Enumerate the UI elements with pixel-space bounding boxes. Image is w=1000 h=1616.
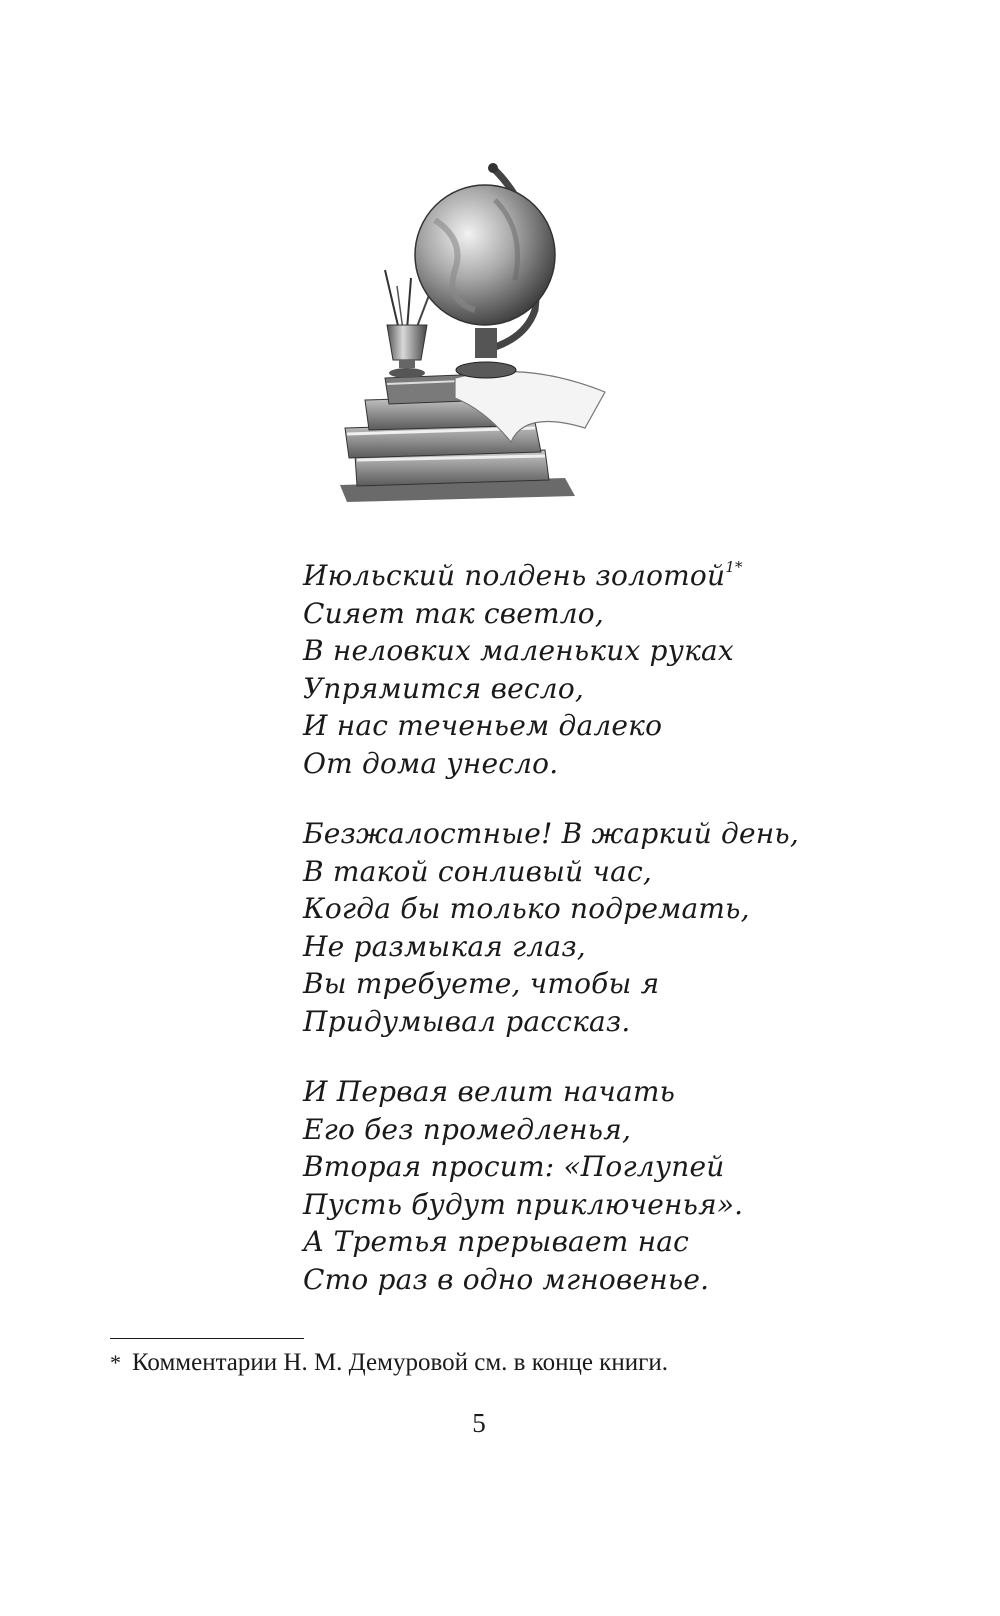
poem-line: Вторая просит: «Поглупей <box>303 1150 725 1183</box>
poem-line: Вы требуете, чтобы я <box>303 967 660 1000</box>
page-number: 5 <box>472 1408 486 1438</box>
footnote-reference[interactable]: 1* <box>725 558 743 576</box>
poem-line: В неловких маленьких руках <box>303 634 734 667</box>
footnote-divider <box>110 1338 304 1339</box>
poem-line: В такой сонливый час, <box>303 854 653 888</box>
poem-line: Его без промедленья, <box>303 1112 632 1146</box>
poem-line: Когда бы только подремать, <box>303 892 750 925</box>
poem-line: Не размыкая глаз, <box>303 929 586 963</box>
globe <box>415 163 555 378</box>
footnote-text: Комментарии Н. М. Демуровой см. в конце книги. <box>132 1349 668 1376</box>
stanza-1 <box>303 557 863 782</box>
poem-line: Сто раз в одно мгновенье. <box>303 1262 710 1296</box>
poem-line: Пусть будут приключенья». <box>303 1187 744 1221</box>
poem-line: Упрямится весло, <box>303 671 584 705</box>
stanza-3 <box>303 1073 863 1298</box>
poem-line: Сияет так светло, <box>303 596 604 630</box>
poem-line: Придумывал рассказ. <box>303 1004 631 1038</box>
poem <box>303 557 863 1331</box>
footnote <box>110 1347 668 1379</box>
poem-line: А Третья прерывает нас <box>303 1225 689 1258</box>
poem-line: Июльский полдень золотой$^{1*}$ <box>303 558 743 592</box>
poem-line: От дома унесло. <box>303 746 559 780</box>
poem-line: Безжалостные! В жаркий день, <box>303 817 799 850</box>
stanza-2 <box>303 815 863 1040</box>
footnote-mark: * <box>110 1350 121 1375</box>
globe-and-books-illustration <box>335 160 635 520</box>
poem-line: И Первая велит начать <box>303 1075 676 1108</box>
poem-line: И нас теченьем далеко <box>303 709 663 742</box>
